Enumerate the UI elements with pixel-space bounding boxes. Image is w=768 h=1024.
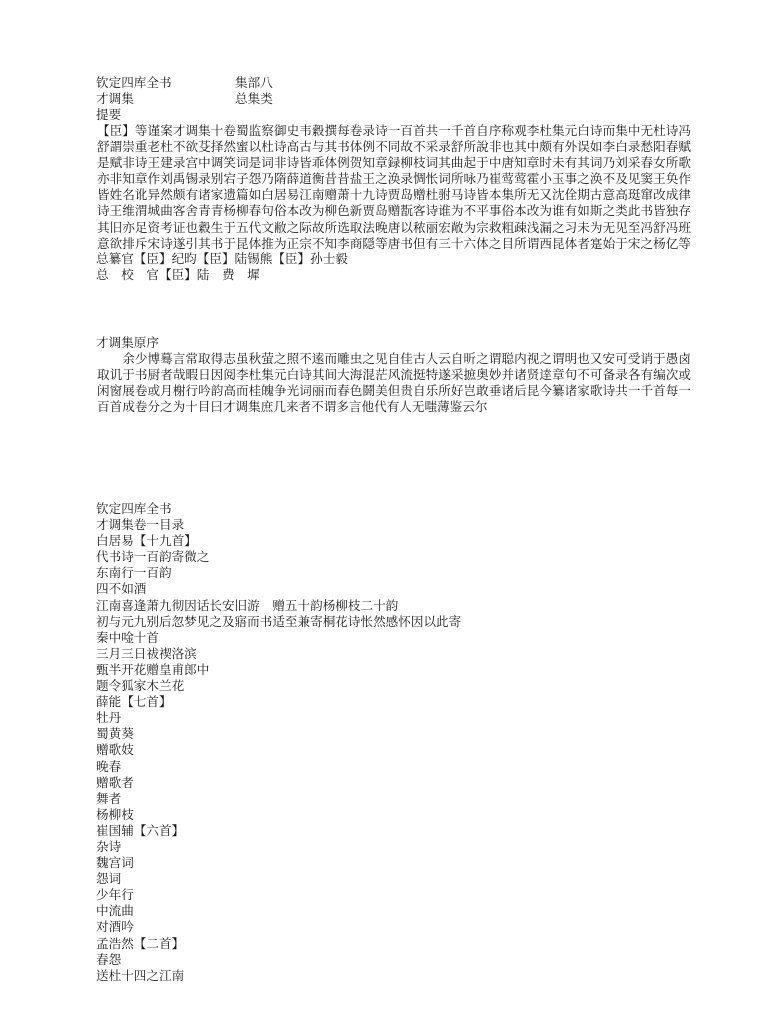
toc-volume-title: 才调集卷一目录 [96,517,185,533]
collection-title: 钦定四库全书 [96,75,172,90]
editors-credit-text: 总纂官【臣】纪昀【臣】陆锡熊【臣】孙士毅 [96,251,348,266]
toc-item: 春怨 [96,951,122,967]
toc-item: 对酒吟 [96,919,134,935]
toc-item: 四不如酒 [96,581,147,597]
book-title: 才调集 [96,91,134,106]
toc-item: 初与元九别后忽梦见之及寤而书适至兼寄桐花诗怅然感怀因以此寄 [96,613,462,629]
toc-item: 魏宫词 [96,855,134,871]
toc-item: 怨词 [96,871,122,887]
toc-item: 舞者 [96,790,122,806]
toc-item: 杂诗 [96,838,122,854]
toc-item: 薛能【七首】 [96,694,172,710]
category-label: 总集类 [235,91,273,106]
toc-item: 赠歌者 [96,774,134,790]
preface-title: 才调集原序 [96,335,159,350]
toc-item: 少年行 [96,887,134,903]
toc-item: 秦中唫十首 [96,629,159,645]
toc-item: 中流曲 [96,903,134,919]
summary-paragraph: 【臣】等谨案才调集十卷蜀监察御史韦縠撰每卷录诗一百首共一千首自序称观李杜集元白诗而集中无杜诗冯舒謂崇重老杜不欲芟择然蜜以杜诗高古与其书体例不同故不采录舒所說非也其中颇有外误如李白录愁阳春赋是赋非诗王建录宫中调笑词是词非诗皆乖体例贺知章録柳枝词其曲起于中唐知章时未有其词乃刘采春女所歌亦非知章作刘禹锡录别宕子怨乃隋薛道衡昔昔盐王之涣录惆怅词所咏乃崔莺莺霍小玉事之涣不及见窦王奂作皆姓名讹异然颇有诸家遗篇如白居易江南赠萧十九诗贾岛赠杜驸马诗皆本集所无又沈佺期古意高珽窜改成律诗王维渭城曲客舍青青杨柳春句俗本改为柳色新贾岛赠翫客诗谁为不平事俗本改为谁有如斯之类此书皆独存其旧亦足资考证也縠生于五代文敝之际故所选取法晚唐以秾丽宏敞为宗救粗疎浅漏之习未为无见至冯舒冯班意欲排斥宋诗遂引其书于昆体推为正宗不知李商隠等唐书但有三十六体之目所谓西昆体者寔始于宋之杨亿等 [97,123,691,251]
toc-collection-title: 钦定四库全书 [96,501,172,516]
toc-item: 赠歌妓 [96,742,134,758]
toc-item: 白居易【十九首】 [96,533,197,549]
editors-credit [96,251,348,267]
toc-item: 题令狐家木兰花 [96,678,185,694]
preface-paragraph: 余少博蓦言常取得志虽秋萤之照不逺而雕虫之见自佳古人云自昕之谓聪内视之谓明也又安可受诮于愚卤取讥于书厨者哉暇日因阅李杜集元白诗其间大海混茫风流挺特遂采摭奥妙并诸贤逹章句不可备录各有编次或闲窗展卷或月榭行吟韵高而桂魄争光词丽而春色鬪美但贵自乐所好岂敢垂诸后昆今纂诸家歌诗共一千首每一百首成卷分之为十目曰才调集庶几来者不谓多言他代有人无嗤薄鉴云尔 [97,351,691,415]
toc-item: 孟浩然【二首】 [96,935,185,951]
section-label: 集部八 [235,75,273,90]
proofreader-credit [96,267,260,283]
summary-heading: 提要 [96,107,122,122]
toc-item: 东南行一百韵 [96,565,172,581]
toc-item: 牡丹 [96,710,122,726]
toc-item: 江南喜逢萧九彻因话长安旧游 赠五十韵杨柳枝二十韵 [96,597,399,613]
toc-item: 杨柳枝 [96,806,134,822]
toc-item: 甄半开花赠皇甫郎中 [96,661,210,677]
toc-item: 三月三日祓禊洛滨 [96,645,197,661]
proofreader-credit-text: 总 校 官【臣】陆 费 墀 [96,267,260,282]
toc-item: 送杜十四之江南 [96,967,185,983]
toc-item: 蜀黄葵 [96,726,134,742]
table-of-contents [96,501,461,984]
toc-item: 崔国辅【六首】 [96,822,185,838]
toc-item: 代书诗一百韵寄微之 [96,549,210,565]
toc-item: 晚春 [96,758,122,774]
